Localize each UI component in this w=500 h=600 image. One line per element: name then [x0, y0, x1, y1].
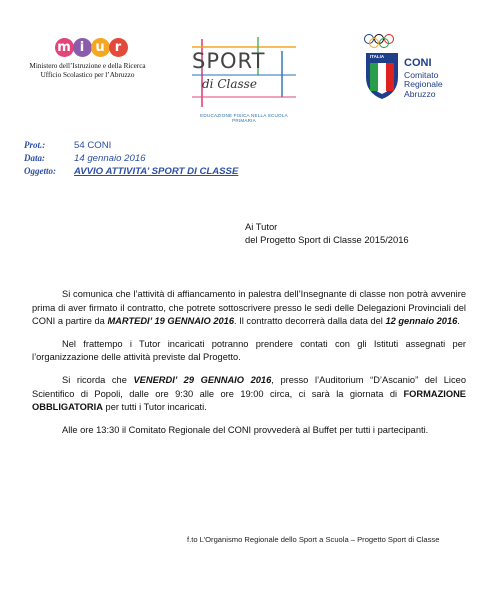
miur-letter-u: u	[91, 38, 110, 57]
signature-line: f.to L’Organismo Regionale dello Sport a Scuola – Progetto Sport di Classe	[187, 535, 440, 544]
p1-text-a: Si comunica che l’attività di affiancamento in palestra dell’Insegnante di classe non potrà avvenire prima di aver firmato il contratto, che potrete sottoscrivere presso le sedi delle Delegazioni Provinciali del CONI a partire da	[32, 289, 466, 327]
p3-text-a: Si ricorda che	[62, 374, 134, 385]
p1-date-start: 12 gennaio 2016	[385, 316, 458, 327]
p3-text-c: , presso l’Auditorium “D’Ascanio” del Liceo Scientifico di Popoli, dalle ore 9:30 alle ore 19:00 circa, ci sarà la giornata di	[32, 374, 466, 399]
sport-subtitle: di Classe	[202, 77, 257, 91]
date-label: Data:	[24, 153, 45, 163]
p3-date-friday: VENERDI’ 29 GENNAIO 2016	[133, 374, 272, 385]
prot-label: Prot.:	[24, 140, 46, 150]
meta-row-prot	[24, 140, 238, 153]
miur-letter-i: i	[73, 38, 92, 57]
prot-value: 54 CONI	[74, 140, 112, 151]
coni-subtitle	[404, 71, 443, 99]
date-value: 14 gennaio 2016	[74, 153, 146, 164]
coni-italia-label: ITALIA	[370, 54, 385, 59]
miur-letter-r: r	[109, 38, 128, 57]
paragraph-contacts: Nel frattempo i Tutor incaricati potranno prendere contati con gli Istituti assegnati per l’organizzazione delle attività previste dal Progetto.	[32, 338, 466, 363]
paragraph-training	[32, 374, 466, 415]
coni-shield-icon	[362, 33, 404, 103]
meta-row-oggetto	[24, 166, 238, 179]
coni-logo	[362, 33, 472, 103]
p1-text-e: .	[457, 316, 460, 327]
miur-logo	[25, 38, 150, 80]
p3-mandatory-training: FORMAZIONE OBBLIGATORIA	[32, 388, 466, 413]
paragraph-contract	[32, 288, 466, 329]
sport-di-classe-frame	[188, 35, 300, 111]
miur-logo-mark	[31, 38, 150, 57]
p1-text-c: . Il contratto decorrerà dalla data del	[234, 316, 386, 327]
coni-name: CONI	[404, 57, 432, 69]
sport-tagline: EDUCAZIONE FISICA NELLA SCUOLA PRIMARIA	[200, 113, 288, 123]
miur-caption-line2: Ufficio Scolastico per l’Abruzzo	[40, 71, 135, 79]
recipient-block	[245, 220, 409, 246]
coni-sub-line2: Regionale	[404, 79, 443, 90]
subject-label: Oggetto:	[24, 166, 56, 176]
sport-di-classe-logo	[188, 35, 300, 123]
paragraph-buffet: Alle ore 13:30 il Comitato Regionale del CONI provvederà al Buffet per tutti i partecipanti.	[62, 424, 429, 435]
sport-word: SPORT	[192, 49, 266, 73]
recipient-line1: Ai Tutor	[245, 221, 278, 232]
meta-row-data	[24, 153, 238, 166]
recipient-line2: del Progetto Sport di Classe 2015/2016	[245, 234, 409, 245]
letter-body	[32, 288, 466, 446]
miur-letter-m: m	[55, 38, 74, 57]
subject-value: AVVIO ATTIVITA’ SPORT DI CLASSE	[74, 166, 239, 177]
miur-caption	[25, 62, 150, 80]
letter-meta	[24, 140, 238, 179]
coni-sub-line3: Abruzzo	[404, 88, 436, 99]
p1-date-tuesday: MARTEDI’ 19 GENNAIO 2016	[107, 316, 235, 327]
p3-text-e: per tutti i Tutor incaricati.	[102, 402, 207, 413]
miur-caption-line1: Ministero dell’Istruzione e della Ricerca	[29, 62, 146, 70]
coni-sub-line1: Comitato	[404, 70, 439, 80]
